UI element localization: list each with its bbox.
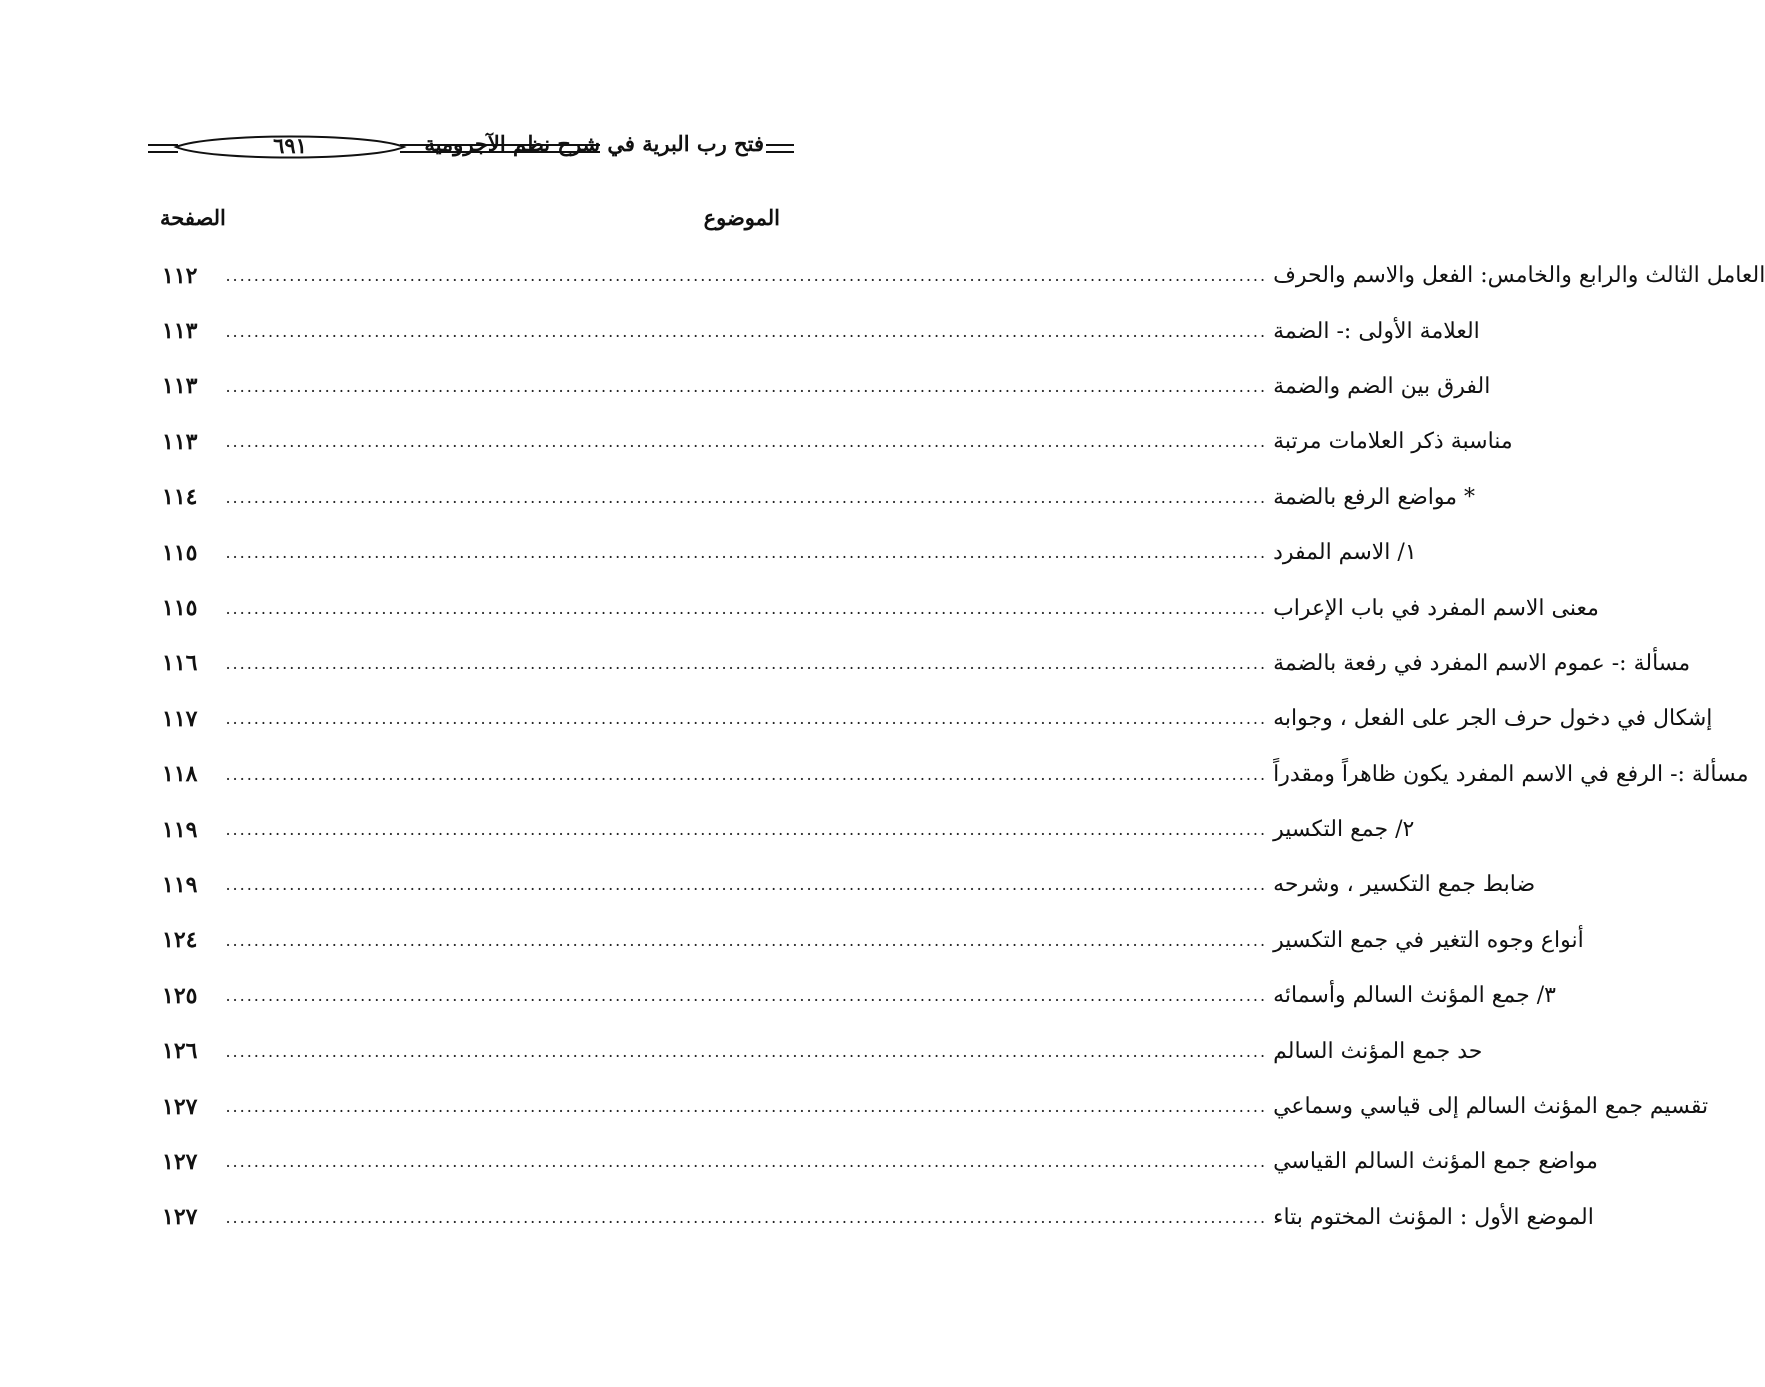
toc-title: الموضع الأول : المؤنث المختوم بتاء: [1273, 1204, 1594, 1230]
page-column-heading: الصفحة: [160, 205, 226, 230]
toc-page-number: ١١٢: [162, 262, 198, 289]
book-title: فتح رب البرية في شرح نظم الآجرومية: [424, 131, 764, 156]
toc-title: مواضع جمع المؤنث السالم القياسي: [1273, 1149, 1598, 1175]
toc-entry-text: [197, 429, 1512, 454]
table-of-contents: [150, 248, 1765, 1245]
toc-title: مسألة :- عموم الاسم المفرد في رفعة بالضمة: [1273, 650, 1691, 676]
toc-title: العامل الثالث والرابع والخامس: الفعل والاسم والحرف: [1273, 263, 1765, 289]
dot-leader: ...................................................................................................................................................: [225, 432, 1268, 452]
toc-page-number: ١٢٤: [162, 927, 198, 954]
running-header: [148, 128, 796, 168]
dot-leader: ...................................................................................................................................................: [225, 820, 1268, 840]
toc-entry: [150, 525, 1417, 580]
toc-entry-text: [197, 1094, 1708, 1119]
toc-entry-text: [197, 374, 1490, 399]
dot-leader: ...................................................................................................................................................: [225, 598, 1268, 618]
toc-entry: [150, 248, 1765, 303]
toc-page-number: ١١٧: [162, 705, 198, 732]
toc-title: إشكال في دخول حرف الجر على الفعل ، وجوابه: [1273, 706, 1713, 732]
toc-title: حد جمع المؤنث السالم: [1273, 1038, 1483, 1064]
dot-leader: ...................................................................................................................................................: [225, 543, 1268, 563]
toc-title: ١/ الاسم المفرد: [1273, 540, 1417, 566]
toc-title: ٢/ جمع التكسير: [1273, 817, 1415, 843]
toc-page-number: ١٢٧: [162, 1093, 198, 1120]
dot-leader: ...................................................................................................................................................: [225, 376, 1268, 396]
topic-column-heading: الموضوع: [703, 205, 780, 230]
toc-entry: [150, 802, 1415, 857]
dot-leader: ...................................................................................................................................................: [225, 653, 1268, 673]
toc-entry-text: [197, 540, 1416, 565]
toc-entry: [150, 1134, 1598, 1189]
toc-page-number: ١٢٧: [162, 1204, 198, 1231]
header-rule-right: [766, 144, 794, 153]
toc-page-number: ١١٣: [162, 428, 198, 455]
toc-entry: [150, 691, 1713, 746]
toc-page-number: ١١٦: [162, 650, 198, 677]
toc-entry-text: [197, 983, 1556, 1008]
toc-title: ضابط جمع التكسير ، وشرحه: [1273, 872, 1536, 898]
toc-title: معنى الاسم المفرد في باب الإعراب: [1273, 595, 1599, 621]
toc-title: * مواضع الرفع بالضمة: [1273, 484, 1476, 510]
page-number: ٦٩١: [273, 133, 307, 158]
toc-entry: [150, 636, 1691, 691]
toc-entry-text: [197, 263, 1765, 288]
toc-page-number: ١١٣: [162, 318, 198, 345]
dot-leader: ...................................................................................................................................................: [225, 1207, 1268, 1227]
toc-entry: [150, 857, 1536, 912]
toc-entry: [150, 303, 1480, 358]
dot-leader: ...................................................................................................................................................: [225, 764, 1268, 784]
toc-entry-text: [197, 1149, 1597, 1174]
toc-title: العلامة الأولى :- الضمة: [1273, 318, 1480, 344]
toc-title: مناسبة ذكر العلامات مرتبة: [1273, 429, 1513, 455]
dot-leader: ...................................................................................................................................................: [225, 1152, 1268, 1172]
toc-entry-text: [197, 319, 1479, 344]
toc-page-number: ١١٨: [162, 761, 198, 788]
toc-entry: [150, 359, 1491, 414]
toc-entry-text: [197, 596, 1598, 621]
toc-title: ٣/ جمع المؤنث السالم وأسمائه: [1273, 983, 1556, 1009]
toc-page-number: ١٢٥: [162, 982, 198, 1009]
dot-leader: ...................................................................................................................................................: [225, 487, 1268, 507]
toc-page-number: ١١٤: [162, 484, 198, 511]
toc-entry-text: [197, 928, 1583, 953]
dot-leader: ...................................................................................................................................................: [225, 930, 1268, 950]
toc-page-number: ١٢٦: [162, 1038, 198, 1065]
toc-title: مسألة :- الرفع في الاسم المفرد يكون ظاهراً ومقدراً: [1273, 761, 1749, 787]
toc-title: الفرق بين الضم والضمة: [1273, 373, 1491, 399]
toc-entry-text: [197, 1205, 1593, 1230]
toc-page-number: ١١٥: [162, 539, 198, 566]
toc-entry: [150, 913, 1584, 968]
toc-entry: [150, 470, 1476, 525]
dot-leader: ...................................................................................................................................................: [225, 266, 1268, 286]
toc-entry: [150, 1079, 1709, 1134]
toc-entry-text: [197, 762, 1748, 787]
toc-entry-text: [197, 1039, 1482, 1064]
toc-entry: [150, 1023, 1483, 1078]
toc-entry-text: [197, 651, 1690, 676]
toc-entry-text: [197, 817, 1414, 842]
toc-page-number: ١٢٧: [162, 1148, 198, 1175]
toc-page-number: ١١٣: [162, 373, 198, 400]
dot-leader: ...................................................................................................................................................: [225, 709, 1268, 729]
toc-page-number: ١١٥: [162, 595, 198, 622]
toc-entry: [150, 580, 1599, 635]
toc-title: أنواع وجوه التغير في جمع التكسير: [1273, 927, 1584, 953]
toc-entry: [150, 1190, 1594, 1245]
toc-page-number: ١١٩: [162, 816, 198, 843]
toc-entry-text: [197, 485, 1475, 510]
toc-entry: [150, 414, 1513, 469]
toc-entry: [150, 968, 1556, 1023]
dot-leader: ...................................................................................................................................................: [225, 1097, 1268, 1117]
dot-leader: ...................................................................................................................................................: [225, 321, 1268, 341]
dot-leader: ...................................................................................................................................................: [225, 1041, 1268, 1061]
dot-leader: ...................................................................................................................................................: [225, 875, 1268, 895]
toc-entry-text: [197, 706, 1712, 731]
toc-entry: [150, 747, 1749, 802]
dot-leader: ...................................................................................................................................................: [225, 986, 1268, 1006]
toc-entry-text: [197, 872, 1535, 897]
toc-title: تقسيم جمع المؤنث السالم إلى قياسي وسماعي: [1273, 1094, 1709, 1120]
toc-page-number: ١١٩: [162, 871, 198, 898]
